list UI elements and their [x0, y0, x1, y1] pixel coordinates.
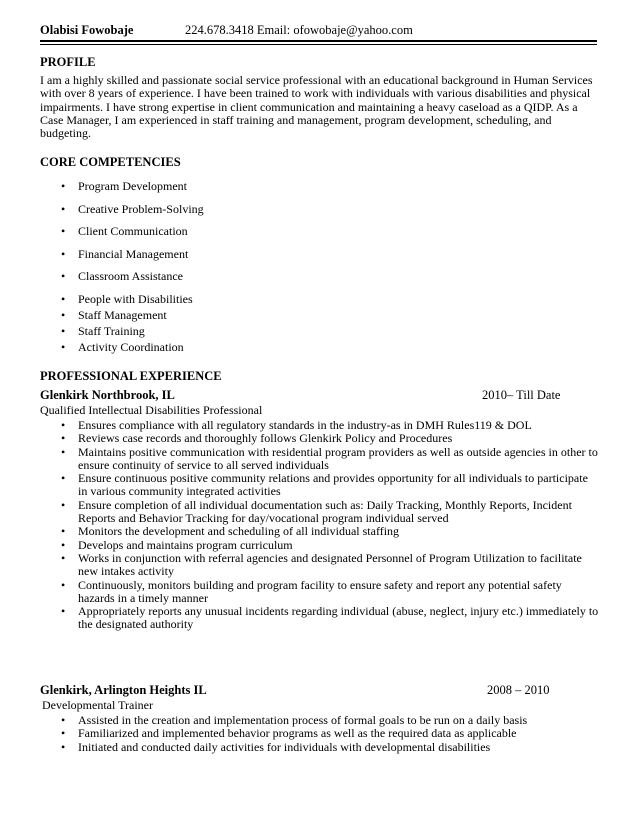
- header-rule-thin: [40, 44, 597, 45]
- list-item: • Reviews case records and thoroughly follows Glenkirk Policy and Procedures: [61, 431, 453, 446]
- bullet-icon: •: [61, 537, 66, 552]
- list-item: • Ensure continuous positive community relations and provides opportunity for all individuals to participate in various community integrated activities: [61, 471, 588, 499]
- profile-text: I am a highly skilled and passionate social service professional with an educational background in Human Services with over 8 years of experience. I have been trained to work with individuals with various disabilities and physical impairments. I have strong expertise in client communication and maintaining a heavy caseload as a QIDP. As a Case Manager, I am experienced in staff training and management, program development, scheduling, and budgeting.: [40, 73, 593, 141]
- job-dates: 2008 – 2010: [487, 683, 550, 697]
- bullet-icon: •: [61, 577, 66, 592]
- list-item: • Appropriately reports any unusual incidents regarding individual (abuse, neglect, injury etc.) immediately to the designated authority: [61, 604, 599, 632]
- bullet-icon: •: [61, 497, 66, 512]
- profile-heading: PROFILE: [40, 55, 96, 69]
- bullet-icon: •: [61, 224, 66, 238]
- job-role: Developmental Trainer: [42, 698, 153, 712]
- bullet-icon: •: [61, 444, 66, 459]
- list-item: • Monitors the development and scheduling of all individual staffing: [61, 524, 400, 539]
- list-item: • Ensure completion of all individual documentation such as: Daily Tracking, Monthly Reports, Incident Reports and Behavior Tracking for day/vocational program individual served: [61, 497, 572, 526]
- bullet-icon: •: [61, 246, 66, 261]
- list-item: • Assisted in the creation and implementation process of formal goals to be run on a daily basis: [61, 713, 528, 727]
- competencies-list: [40, 180, 600, 357]
- header-rule-thick: [40, 40, 597, 42]
- bullet-icon: •: [61, 471, 66, 486]
- job-line-1: [40, 388, 600, 403]
- list-item: • Program Development: [61, 179, 187, 193]
- resume-header: [40, 23, 600, 39]
- bullet-icon: •: [61, 179, 66, 193]
- list-item: • Creative Problem-Solving: [61, 201, 204, 216]
- list-item: • Staff Management: [61, 307, 167, 322]
- bullet-icon: •: [61, 524, 66, 539]
- competencies-heading: CORE COMPETENCIES: [40, 155, 181, 169]
- job-line-2: [40, 683, 600, 698]
- bullet-icon: •: [61, 726, 66, 741]
- contact-info: 224.678.3418 Email: ofowobaje@yahoo.com: [185, 23, 413, 37]
- bullet-icon: •: [61, 418, 66, 432]
- employer-name: Glenkirk, Arlington Heights IL: [40, 683, 207, 697]
- list-item: • Familiarized and implemented behavior programs as well as the required data as applicable: [61, 726, 517, 741]
- bullet-icon: •: [61, 201, 66, 216]
- list-item: • Activity Coordination: [61, 339, 184, 354]
- list-item: • Continuously, monitors building and program facility to ensure safety and report any potential safety hazards in a timely manner: [61, 577, 562, 605]
- list-item: • Classroom Assistance: [61, 269, 183, 283]
- list-item: • Financial Management: [61, 246, 189, 261]
- list-item: • Staff Training: [61, 323, 145, 338]
- job-role: Qualified Intellectual Disabilities Professional: [40, 403, 263, 417]
- list-item: • People with Disabilities: [61, 291, 193, 306]
- job-1-duties: [40, 419, 600, 632]
- bullet-icon: •: [61, 307, 66, 322]
- job-2-duties: [40, 714, 600, 754]
- list-item: • Maintains positive communication with residential program providers as well as outside agencies in other to ensure continuity of service to all served individuals: [61, 444, 598, 472]
- bullet-icon: •: [61, 339, 66, 354]
- employer-name: Glenkirk Northbrook, IL: [40, 388, 175, 402]
- list-item: • Works in conjunction with referral agencies and designated Personnel of Program Utilization to facilitate new intakes activity: [61, 550, 582, 579]
- bullet-icon: •: [61, 323, 66, 338]
- bullet-icon: •: [61, 550, 66, 565]
- bullet-icon: •: [61, 604, 66, 619]
- bullet-icon: •: [61, 739, 66, 754]
- bullet-icon: •: [61, 713, 66, 727]
- list-item: • Develops and maintains program curriculum: [61, 537, 293, 552]
- bullet-icon: •: [61, 291, 66, 306]
- list-item: • Ensures compliance with all regulatory standards in the industry-as in DMH Rules119 & DOL: [61, 418, 532, 432]
- candidate-name: Olabisi Fowobaje: [40, 23, 134, 37]
- experience-heading: PROFESSIONAL EXPERIENCE: [40, 369, 222, 383]
- bullet-icon: •: [61, 269, 66, 283]
- job-dates: 2010– Till Date: [482, 388, 561, 402]
- list-item: • Client Communication: [61, 224, 188, 238]
- list-item: • Initiated and conducted daily activities for individuals with developmental disabilities: [61, 739, 491, 754]
- bullet-icon: •: [61, 431, 66, 446]
